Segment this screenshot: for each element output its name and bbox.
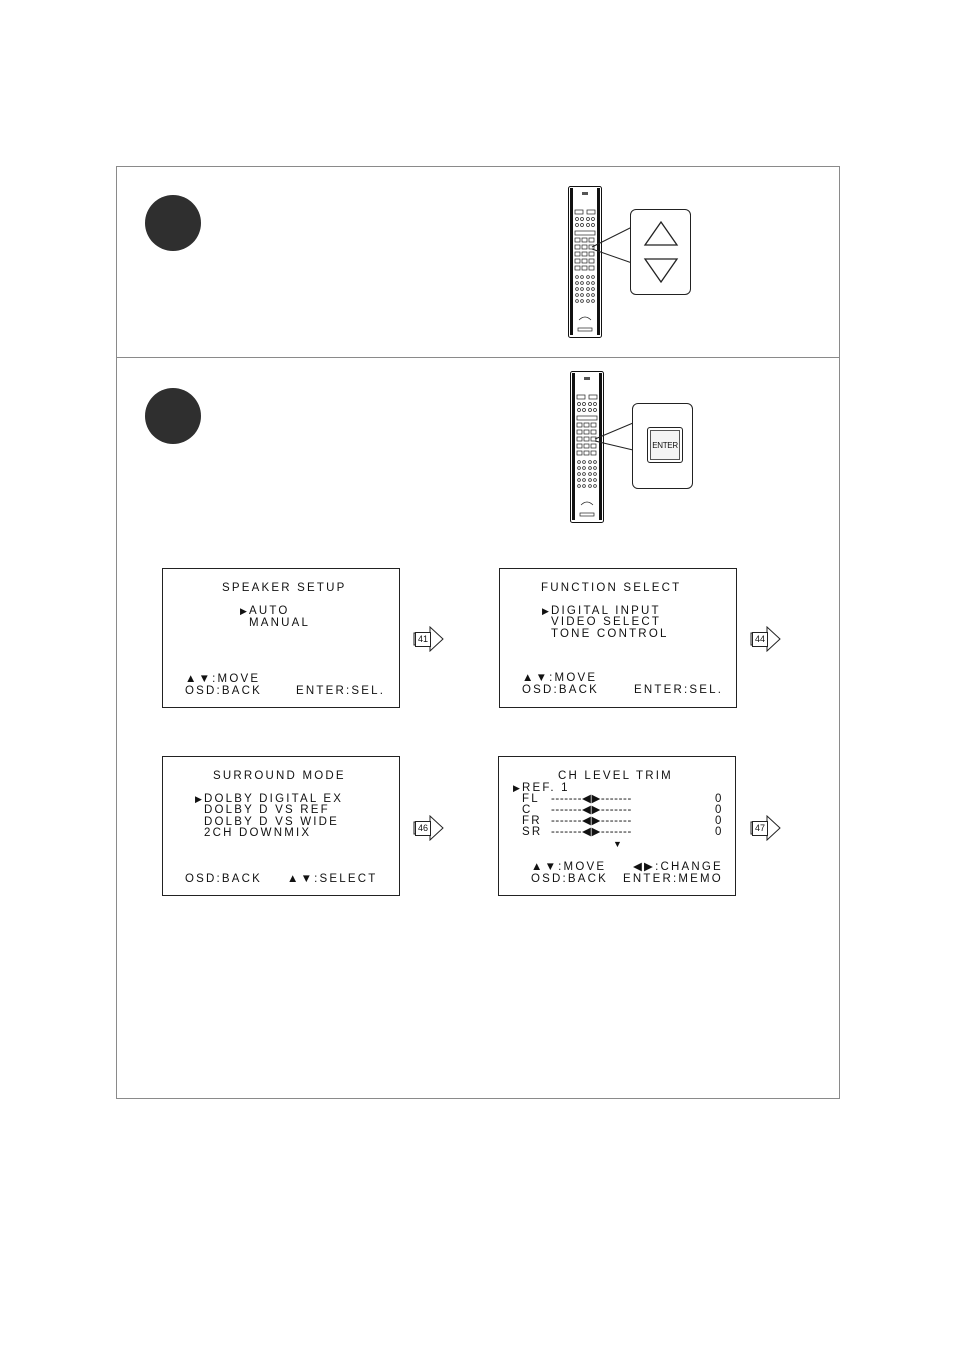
channel-value: 0 <box>715 804 724 816</box>
osd-change-hint: ◀▶:CHANGE <box>633 861 723 873</box>
osd-cursor: ▶ <box>240 606 250 616</box>
osd-item-auto: AUTO <box>249 605 290 617</box>
osd-move-hint: ▲▼:MOVE <box>531 861 607 873</box>
osd-ch-level-trim <box>498 756 736 896</box>
cursor-up-down-icon <box>631 210 692 296</box>
page-ref-arrow-46 <box>413 815 445 841</box>
osd-move-hint: ▲▼:MOVE <box>522 672 598 684</box>
channel-name: SR <box>522 826 543 838</box>
channel-name: FR <box>522 815 542 827</box>
cursor-keys-callout <box>630 209 691 295</box>
channel-level-bar: -------◀▶------- <box>551 815 632 827</box>
step-2-marker <box>145 388 201 444</box>
channel-value: 0 <box>715 815 724 827</box>
enter-key-callout <box>632 403 693 489</box>
channel-level-bar: -------◀▶------- <box>551 804 632 816</box>
osd-title: CH LEVEL TRIM <box>558 770 673 782</box>
osd-move-hint: ▲▼:MOVE <box>185 673 261 685</box>
more-down-indicator: ▼ <box>613 839 625 849</box>
osd-surround-mode <box>162 756 400 896</box>
osd-select-hint: ▲▼:SELECT <box>287 873 378 885</box>
osd-back-hint: OSD:BACK <box>185 873 263 885</box>
osd-speaker-setup <box>162 568 400 708</box>
osd-item-dolby-d-vs-wide: DOLBY D VS WIDE <box>204 816 340 828</box>
osd-title: FUNCTION SELECT <box>541 582 682 594</box>
osd-cursor: ▶ <box>542 606 552 616</box>
osd-function-select <box>499 568 737 708</box>
callout-leader-lines-1 <box>590 225 635 265</box>
page-ref-number: 44 <box>752 632 768 647</box>
osd-memo-hint: ENTER:MEMO <box>623 873 723 885</box>
channel-value: 0 <box>715 793 724 805</box>
enter-key: ENTER <box>647 427 683 463</box>
channel-name: FL <box>522 793 540 805</box>
osd-cursor: ▶ <box>195 794 205 804</box>
osd-item-tone-control: TONE CONTROL <box>551 628 669 640</box>
page-ref-arrow-44 <box>750 626 782 652</box>
osd-title: SPEAKER SETUP <box>222 582 347 594</box>
osd-select-hint: ENTER:SEL. <box>296 685 386 697</box>
page-ref-number: 47 <box>752 821 768 836</box>
osd-back-hint: OSD:BACK <box>185 685 263 697</box>
channel-value: 0 <box>715 826 724 838</box>
page-ref-number: 41 <box>415 632 431 647</box>
osd-cursor: ▶ <box>513 783 523 793</box>
osd-back-hint: OSD:BACK <box>531 873 609 885</box>
osd-title: SURROUND MODE <box>213 770 346 782</box>
osd-item-video-select: VIDEO SELECT <box>551 616 662 628</box>
step-1-marker <box>145 195 201 251</box>
osd-item-dolby-d-vs-ref: DOLBY D VS REF <box>204 804 330 816</box>
osd-item-2ch-downmix: 2CH DOWNMIX <box>204 827 312 839</box>
osd-item-dolby-digital-ex: DOLBY DIGITAL EX <box>204 793 344 805</box>
osd-back-hint: OSD:BACK <box>522 684 600 696</box>
channel-name: C <box>522 804 533 816</box>
step-divider <box>116 357 840 358</box>
osd-item-manual: MANUAL <box>249 617 311 629</box>
callout-leader-lines-2 <box>593 420 635 460</box>
page-ref-arrow-41 <box>413 626 445 652</box>
channel-level-bar: -------◀▶------- <box>551 793 632 805</box>
page-ref-number: 46 <box>415 821 431 836</box>
osd-select-hint: ENTER:SEL. <box>634 684 724 696</box>
channel-level-bar: -------◀▶------- <box>551 826 632 838</box>
osd-ref-line: REF. 1 <box>522 782 570 794</box>
page-ref-arrow-47 <box>750 815 782 841</box>
osd-item-digital-input: DIGITAL INPUT <box>551 605 661 617</box>
